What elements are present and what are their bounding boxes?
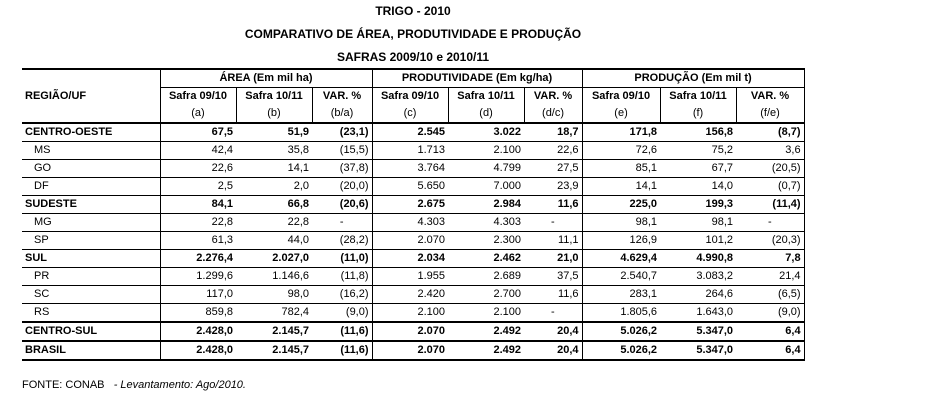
table-cell: 14,1 [582, 178, 660, 196]
table-cell: (11,8) [312, 268, 372, 286]
header-group-producao: PRODUÇÃO (Em mil t) [582, 69, 804, 88]
table-cell: 3,6 [736, 142, 804, 160]
column-letter: (b/a) [312, 105, 372, 123]
row-label: MG [22, 214, 160, 232]
table-cell: (15,5) [312, 142, 372, 160]
table-cell: 2.070 [372, 341, 448, 360]
table-cell: 2.428,0 [160, 341, 236, 360]
table-cell: 61,3 [160, 232, 236, 250]
column-letter: (f) [660, 105, 736, 123]
table-cell: 20,4 [524, 322, 582, 341]
table-cell: 2.492 [448, 341, 524, 360]
table-cell: 117,0 [160, 286, 236, 304]
table-cell: 42,4 [160, 142, 236, 160]
table-cell: 2.420 [372, 286, 448, 304]
table-row [22, 232, 804, 250]
table-cell: 156,8 [660, 123, 736, 142]
table-cell: 1.805,6 [582, 304, 660, 323]
table-cell: - [524, 304, 582, 323]
table-cell: - [312, 214, 372, 232]
table-cell: 2.100 [448, 142, 524, 160]
table-cell: 4.303 [448, 214, 524, 232]
table-cell: 225,0 [582, 196, 660, 214]
table-cell: 1.643,0 [660, 304, 736, 323]
safras-caption: SAFRAS 2009/10 e 2010/11 [336, 50, 490, 64]
column-header: VAR. % [524, 88, 582, 106]
table-cell: 1.713 [372, 142, 448, 160]
table-cell: 11,6 [524, 196, 582, 214]
table-cell: 2.540,7 [582, 268, 660, 286]
row-label: CENTRO-OESTE [22, 123, 160, 142]
table-cell: 2.027,0 [236, 250, 312, 268]
table-cell: 2.984 [448, 196, 524, 214]
table-cell: 2.070 [372, 322, 448, 341]
table-cell: 27,5 [524, 160, 582, 178]
table-cell: 75,2 [660, 142, 736, 160]
table-cell: 6,4 [736, 322, 804, 341]
table-cell: 1.146,6 [236, 268, 312, 286]
table-cell: 98,1 [660, 214, 736, 232]
table-cell: 22,6 [160, 160, 236, 178]
column-letter: (a) [160, 105, 236, 123]
header-group-produtividade: PRODUTIVIDADE (Em kg/ha) [372, 69, 582, 88]
column-header: Safra 09/10 [160, 88, 236, 106]
page-title: TRIGO - 2010 [375, 4, 451, 18]
table-cell: 101,2 [660, 232, 736, 250]
table-cell: 21,4 [736, 268, 804, 286]
table-cell: 4.799 [448, 160, 524, 178]
table-cell: (11,6) [312, 322, 372, 341]
table-cell: 126,9 [582, 232, 660, 250]
table-cell: 21,0 [524, 250, 582, 268]
table-cell: 37,5 [524, 268, 582, 286]
table-cell: 18,7 [524, 123, 582, 142]
table-cell: 67,7 [660, 160, 736, 178]
table-cell: 3.083,2 [660, 268, 736, 286]
table-cell: 14,1 [236, 160, 312, 178]
row-label: CENTRO-SUL [22, 322, 160, 341]
header-group-area: ÁREA (Em mil ha) [160, 69, 372, 88]
table-cell: 14,0 [660, 178, 736, 196]
table-cell: (16,2) [312, 286, 372, 304]
table-cell: - [524, 214, 582, 232]
table-cell: 44,0 [236, 232, 312, 250]
table-cell: 67,5 [160, 123, 236, 142]
table-cell: 72,6 [582, 142, 660, 160]
row-label: MS [22, 142, 160, 160]
table-cell: 98,1 [582, 214, 660, 232]
table-cell: 1.299,6 [160, 268, 236, 286]
table-cell: 5.347,0 [660, 322, 736, 341]
table-cell: 22,8 [160, 214, 236, 232]
table-row [22, 322, 804, 341]
table-cell: 2.675 [372, 196, 448, 214]
row-label: RS [22, 304, 160, 323]
table-row [22, 196, 804, 214]
table-cell: 7,8 [736, 250, 804, 268]
column-letter: (d/c) [524, 105, 582, 123]
table-row [22, 286, 804, 304]
footer-source-label: FONTE: CONAB [22, 379, 105, 391]
table-cell: 2.492 [448, 322, 524, 341]
column-header: Safra 10/11 [448, 88, 524, 106]
column-header: VAR. % [736, 88, 804, 106]
table-cell: 171,8 [582, 123, 660, 142]
table-row [22, 268, 804, 286]
table-cell: 782,4 [236, 304, 312, 323]
table-cell: 2.070 [372, 232, 448, 250]
row-label: PR [22, 268, 160, 286]
table-cell: (8,7) [736, 123, 804, 142]
row-label: SUL [22, 250, 160, 268]
column-header: Safra 10/11 [660, 88, 736, 106]
table-row [22, 142, 804, 160]
table-cell: 2.545 [372, 123, 448, 142]
table-cell: 4.629,4 [582, 250, 660, 268]
table-cell: 4.303 [372, 214, 448, 232]
table-cell: 22,8 [236, 214, 312, 232]
table-cell: 5.650 [372, 178, 448, 196]
table-cell: (11,6) [312, 341, 372, 360]
table-cell: 859,8 [160, 304, 236, 323]
table-cell: 7.000 [448, 178, 524, 196]
table-cell: (37,8) [312, 160, 372, 178]
table-row [22, 304, 804, 323]
table-cell: 20,4 [524, 341, 582, 360]
column-letter: (f/e) [736, 105, 804, 123]
table-cell: 5.347,0 [660, 341, 736, 360]
table-cell: - [736, 214, 804, 232]
table-cell: 2.700 [448, 286, 524, 304]
table-subtitle: COMPARATIVO DE ÁREA, PRODUTIVIDADE E PRODUÇÃO [244, 27, 582, 41]
table-cell: 4.990,8 [660, 250, 736, 268]
table-cell: 2,0 [236, 178, 312, 196]
table-cell: 35,8 [236, 142, 312, 160]
table-cell: 5.026,2 [582, 341, 660, 360]
table-cell: 1.955 [372, 268, 448, 286]
row-label: SC [22, 286, 160, 304]
table-cell: 2.276,4 [160, 250, 236, 268]
table-cell: (11,0) [312, 250, 372, 268]
column-header: VAR. % [312, 88, 372, 106]
table-cell: 199,3 [660, 196, 736, 214]
table-cell: 2.300 [448, 232, 524, 250]
table-cell: 2.428,0 [160, 322, 236, 341]
table-cell: 23,9 [524, 178, 582, 196]
table-cell: 2.100 [372, 304, 448, 323]
footer-note: - Levantamento: Ago/2010. [113, 379, 246, 391]
table-row [22, 341, 804, 360]
table-cell: (0,7) [736, 178, 804, 196]
table-cell: 66,8 [236, 196, 312, 214]
table-cell: 98,0 [236, 286, 312, 304]
table-row [22, 123, 804, 142]
table-cell: (9,0) [312, 304, 372, 323]
header-regiao: REGIÃO/UF [22, 69, 160, 123]
table-cell: 85,1 [582, 160, 660, 178]
column-letter: (e) [582, 105, 660, 123]
table-row [22, 160, 804, 178]
column-header: Safra 09/10 [372, 88, 448, 106]
table-cell: (20,6) [312, 196, 372, 214]
table-cell: 2.145,7 [236, 341, 312, 360]
table-cell: (23,1) [312, 123, 372, 142]
table-cell: (28,2) [312, 232, 372, 250]
table-row [22, 178, 804, 196]
table-cell: 6,4 [736, 341, 804, 360]
table-cell: (20,5) [736, 160, 804, 178]
row-label: SP [22, 232, 160, 250]
column-letter: (b) [236, 105, 312, 123]
column-header: Safra 09/10 [582, 88, 660, 106]
column-letter: (d) [448, 105, 524, 123]
table-row [22, 214, 804, 232]
data-table [22, 68, 805, 361]
row-label: DF [22, 178, 160, 196]
column-letter: (c) [372, 105, 448, 123]
table-cell: 2.034 [372, 250, 448, 268]
row-label: BRASIL [22, 341, 160, 360]
table-cell: 3.022 [448, 123, 524, 142]
table-cell: 11,6 [524, 286, 582, 304]
table-cell: 3.764 [372, 160, 448, 178]
table-cell: 84,1 [160, 196, 236, 214]
table-cell: 22,6 [524, 142, 582, 160]
row-label: GO [22, 160, 160, 178]
table-cell: 283,1 [582, 286, 660, 304]
table-row [22, 250, 804, 268]
table-cell: (6,5) [736, 286, 804, 304]
column-header: Safra 10/11 [236, 88, 312, 106]
table-cell: (11,4) [736, 196, 804, 214]
table-cell: 2.689 [448, 268, 524, 286]
table-cell: 51,9 [236, 123, 312, 142]
table-cell: (9,0) [736, 304, 804, 323]
table-cell: 2,5 [160, 178, 236, 196]
table-cell: 5.026,2 [582, 322, 660, 341]
row-label: SUDESTE [22, 196, 160, 214]
table-cell: 2.462 [448, 250, 524, 268]
footer-source [22, 379, 246, 392]
table-cell: 2.100 [448, 304, 524, 323]
table-cell: (20,0) [312, 178, 372, 196]
table-cell: (20,3) [736, 232, 804, 250]
table-cell: 2.145,7 [236, 322, 312, 341]
table-cell: 264,6 [660, 286, 736, 304]
table-cell: 11,1 [524, 232, 582, 250]
